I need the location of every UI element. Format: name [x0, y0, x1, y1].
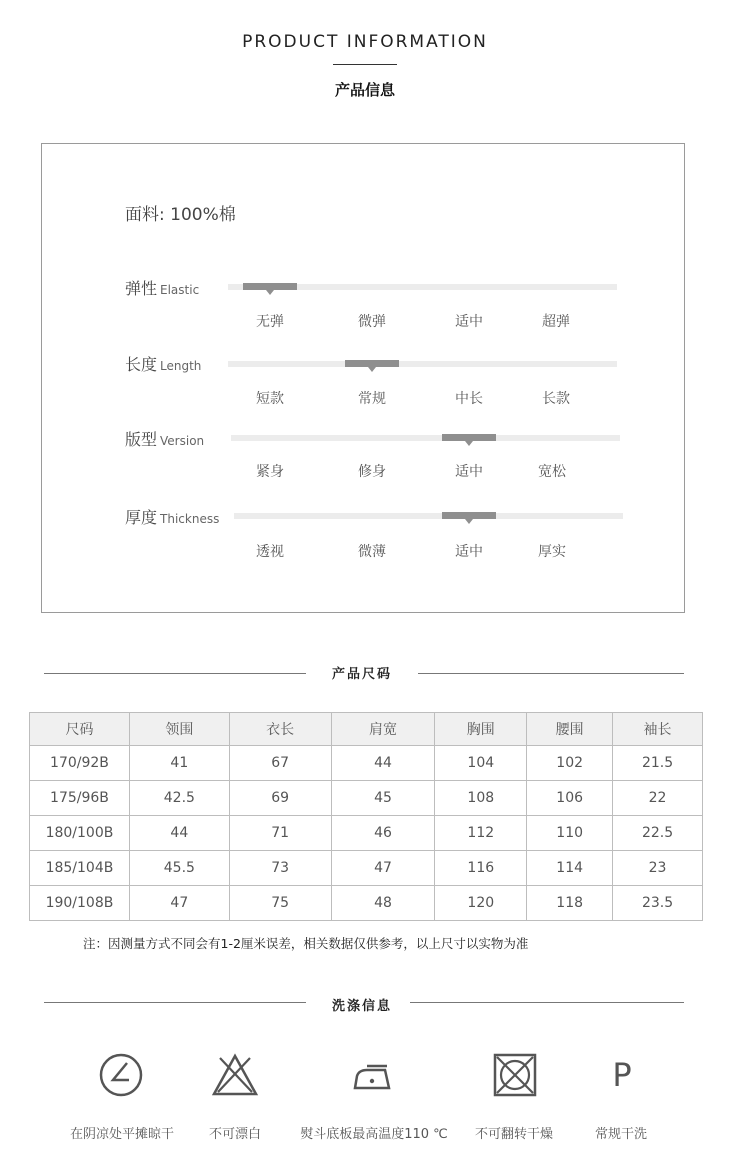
- attr-option: 无弹: [256, 314, 284, 330]
- size-header-cell: 腰围: [527, 713, 613, 746]
- size-cell: 42.5: [129, 781, 229, 816]
- attr-label-en: Length: [160, 359, 202, 373]
- wash-section-title: 洗涤信息: [331, 999, 392, 1014]
- attr-label-version: [125, 427, 204, 450]
- wash-label-dry-clean: 常规干洗: [594, 1127, 647, 1142]
- attr-label-length: [125, 352, 201, 375]
- size-cell: 108: [435, 781, 527, 816]
- attr-track-length: [228, 361, 617, 367]
- size-header-cell: 胸围: [435, 713, 527, 746]
- attr-option: 宽松: [538, 464, 566, 480]
- size-cell: 22: [613, 781, 703, 816]
- size-header-cell: 袖长: [613, 713, 703, 746]
- size-table-body: [30, 746, 703, 921]
- size-cell: 102: [527, 746, 613, 781]
- size-cell: 23.5: [613, 886, 703, 921]
- attr-option: 长款: [542, 391, 570, 407]
- size-cell: 69: [229, 781, 331, 816]
- title-divider: [333, 64, 397, 65]
- size-cell: 44: [129, 816, 229, 851]
- attr-label-elastic: [125, 276, 199, 299]
- size-header-cell: 衣长: [229, 713, 331, 746]
- attr-label-cn: 长度: [125, 355, 158, 374]
- table-row: [30, 746, 703, 781]
- table-row: [30, 851, 703, 886]
- wash-title-line-right: [410, 1002, 684, 1003]
- line-dry-shade-icon: [96, 1050, 146, 1100]
- attr-option: 修身: [358, 464, 386, 480]
- wash-title-line-left: [44, 1002, 306, 1003]
- size-cell: 185/104B: [30, 851, 130, 886]
- size-cell: 170/92B: [30, 746, 130, 781]
- size-cell: 47: [331, 851, 435, 886]
- table-row: [30, 816, 703, 851]
- size-cell: 67: [229, 746, 331, 781]
- attr-option: 短款: [256, 391, 284, 407]
- wash-label-no-bleach: 不可漂白: [208, 1127, 261, 1142]
- size-cell: 118: [527, 886, 613, 921]
- size-cell: 45: [331, 781, 435, 816]
- size-cell: 75: [229, 886, 331, 921]
- attr-marker-version: [442, 434, 496, 441]
- size-cell: 114: [527, 851, 613, 886]
- no-tumble-dry-icon: [490, 1050, 540, 1100]
- size-cell: 41: [129, 746, 229, 781]
- attr-label-en: Thickness: [160, 512, 220, 526]
- table-row: [30, 781, 703, 816]
- attr-label-cn: 版型: [125, 430, 158, 449]
- size-cell: 190/108B: [30, 886, 130, 921]
- size-title-line-right: [418, 673, 684, 674]
- size-cell: 175/96B: [30, 781, 130, 816]
- fabric-text: 面料: 100%棉: [125, 205, 236, 225]
- attr-track-version: [231, 435, 620, 441]
- size-header-cell: 肩宽: [331, 713, 435, 746]
- size-cell: 112: [435, 816, 527, 851]
- size-note: 注：因测量方式不同会有1-2厘米误差，相关数据仅供参考，以上尺寸以实物为准: [83, 936, 529, 951]
- wash-label-no-tumble: 不可翻转干燥: [474, 1127, 553, 1142]
- size-cell: 44: [331, 746, 435, 781]
- size-cell: 106: [527, 781, 613, 816]
- attr-marker-elastic: [243, 283, 297, 290]
- attr-label-en: Elastic: [160, 283, 200, 297]
- size-title-line-left: [44, 673, 306, 674]
- size-cell: 45.5: [129, 851, 229, 886]
- size-cell: 120: [435, 886, 527, 921]
- size-table: [29, 712, 703, 921]
- attr-option: 适中: [455, 464, 483, 480]
- wash-label-line-dry: 在阴凉处平摊晾干: [69, 1127, 174, 1142]
- attr-label-en: Version: [160, 434, 205, 448]
- no-bleach-icon: [210, 1050, 260, 1100]
- table-row: [30, 886, 703, 921]
- size-cell: 71: [229, 816, 331, 851]
- attr-marker-thickness: [442, 512, 496, 519]
- size-cell: 104: [435, 746, 527, 781]
- attr-option: 厚实: [538, 544, 566, 560]
- size-cell: 48: [331, 886, 435, 921]
- size-cell: 21.5: [613, 746, 703, 781]
- attr-label-cn: 厚度: [125, 508, 158, 527]
- size-cell: 110: [527, 816, 613, 851]
- title-english: PRODUCT INFORMATION: [242, 32, 488, 52]
- size-cell: 46: [331, 816, 435, 851]
- attr-option: 微薄: [358, 544, 386, 560]
- attr-option: 常规: [358, 391, 386, 407]
- attr-label-cn: 弹性: [125, 279, 158, 298]
- attr-option: 微弹: [358, 314, 386, 330]
- size-header-cell: 尺码: [30, 713, 130, 746]
- attr-track-thickness: [234, 513, 623, 519]
- size-cell: 47: [129, 886, 229, 921]
- size-cell: 180/100B: [30, 816, 130, 851]
- wash-label-iron: 熨斗底板最高温度110 ℃: [300, 1127, 448, 1142]
- size-cell: 73: [229, 851, 331, 886]
- attr-option: 中长: [455, 391, 483, 407]
- size-table-header: [30, 713, 703, 746]
- attr-marker-length: [345, 360, 399, 367]
- size-section-title: 产品尺码: [331, 667, 392, 682]
- attr-label-thickness: [125, 505, 219, 528]
- attr-option: 超弹: [542, 314, 570, 330]
- size-cell: 116: [435, 851, 527, 886]
- size-cell: 22.5: [613, 816, 703, 851]
- attr-option: 适中: [455, 544, 483, 560]
- iron-110-icon: [347, 1052, 397, 1102]
- size-header-cell: 领围: [129, 713, 229, 746]
- attr-option: 紧身: [256, 464, 284, 480]
- title-chinese: 产品信息: [334, 81, 395, 99]
- attr-option: 适中: [455, 314, 483, 330]
- attr-option: 透视: [256, 544, 284, 560]
- dry-clean-p-icon: P: [612, 1056, 632, 1094]
- size-cell: 23: [613, 851, 703, 886]
